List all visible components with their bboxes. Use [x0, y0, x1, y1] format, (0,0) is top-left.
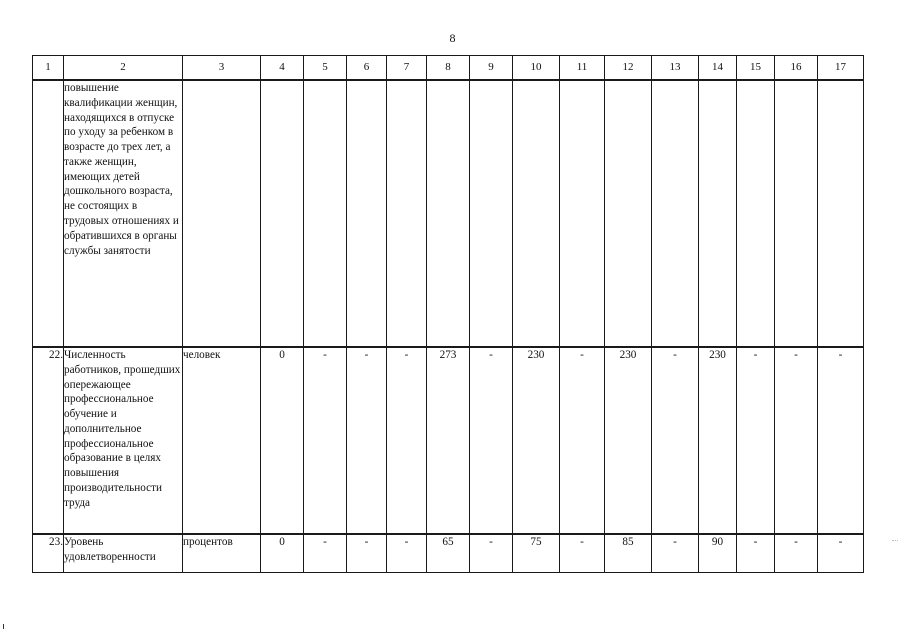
value-cell-col-8: 65	[427, 534, 470, 573]
indicator-name: Численность работников, прошедших опережающее профессиональное обучение и дополнительное профессиональное образование в целях повышения производительности труда	[64, 347, 183, 534]
value-cell-col-12: 230	[605, 347, 652, 534]
value-cell-col-6: -	[347, 347, 387, 534]
value-cell-col-10	[513, 80, 560, 347]
indicator-name: Уровень удовлетворенности	[64, 534, 183, 573]
value-cell-col-7: -	[387, 534, 427, 573]
value-cell-col-9: -	[470, 534, 513, 573]
value-cell-col-4	[261, 80, 304, 347]
value-cell-col-17: -	[818, 347, 864, 534]
value-cell-col-15	[737, 80, 775, 347]
scan-edge-dots	[892, 540, 898, 542]
value-cell-col-13	[652, 80, 699, 347]
value-cell-col-11	[560, 80, 605, 347]
value-cell-col-12	[605, 80, 652, 347]
column-header-9: 9	[470, 56, 513, 81]
value-cell-col-8: 273	[427, 347, 470, 534]
value-cell-col-15: -	[737, 534, 775, 573]
column-header-17: 17	[818, 56, 864, 81]
indicators-table	[32, 55, 864, 573]
column-header-4: 4	[261, 56, 304, 81]
table-row	[33, 534, 864, 573]
scan-edge-mark	[3, 624, 4, 629]
column-header-12: 12	[605, 56, 652, 81]
row-number	[33, 80, 64, 347]
value-cell-col-6: -	[347, 534, 387, 573]
value-cell-col-5: -	[304, 534, 347, 573]
column-header-14: 14	[699, 56, 737, 81]
value-cell-col-13: -	[652, 347, 699, 534]
value-cell-col-12: 85	[605, 534, 652, 573]
column-header-16: 16	[775, 56, 818, 81]
value-cell-col-17	[818, 80, 864, 347]
column-header-7: 7	[387, 56, 427, 81]
header-row	[33, 56, 864, 81]
value-cell-col-8	[427, 80, 470, 347]
table-row	[33, 80, 864, 347]
row-number: 22.	[33, 347, 64, 534]
row-number: 23.	[33, 534, 64, 573]
value-cell-col-13: -	[652, 534, 699, 573]
value-cell-col-4: 0	[261, 534, 304, 573]
unit-of-measure	[183, 80, 261, 347]
column-header-15: 15	[737, 56, 775, 81]
indicator-name: повышение квалификации женщин, находящихся в отпуске по уходу за ребенком в возрасте до трех лет, а также женщин, имеющих детей дошкольного возраста, не состоящих в трудовых отношениях и обратившихся в органы службы занятости	[64, 80, 183, 347]
value-cell-col-7: -	[387, 347, 427, 534]
column-header-11: 11	[560, 56, 605, 81]
value-cell-col-14: 90	[699, 534, 737, 573]
value-cell-col-16: -	[775, 534, 818, 573]
value-cell-col-5: -	[304, 347, 347, 534]
value-cell-col-11: -	[560, 347, 605, 534]
value-cell-col-5	[304, 80, 347, 347]
value-cell-col-11: -	[560, 534, 605, 573]
column-header-10: 10	[513, 56, 560, 81]
value-cell-col-14	[699, 80, 737, 347]
value-cell-col-14: 230	[699, 347, 737, 534]
value-cell-col-6	[347, 80, 387, 347]
value-cell-col-17: -	[818, 534, 864, 573]
unit-of-measure: человек	[183, 347, 261, 534]
value-cell-col-4: 0	[261, 347, 304, 534]
value-cell-col-10: 230	[513, 347, 560, 534]
column-header-5: 5	[304, 56, 347, 81]
table-row	[33, 347, 864, 534]
unit-of-measure: процентов	[183, 534, 261, 573]
column-header-1: 1	[33, 56, 64, 81]
column-header-8: 8	[427, 56, 470, 81]
value-cell-col-9	[470, 80, 513, 347]
value-cell-col-15: -	[737, 347, 775, 534]
value-cell-col-10: 75	[513, 534, 560, 573]
value-cell-col-9: -	[470, 347, 513, 534]
value-cell-col-16	[775, 80, 818, 347]
column-header-6: 6	[347, 56, 387, 81]
page-number: 8	[449, 31, 456, 45]
value-cell-col-16: -	[775, 347, 818, 534]
column-header-3: 3	[183, 56, 261, 81]
column-header-13: 13	[652, 56, 699, 81]
column-header-2: 2	[64, 56, 183, 81]
value-cell-col-7	[387, 80, 427, 347]
